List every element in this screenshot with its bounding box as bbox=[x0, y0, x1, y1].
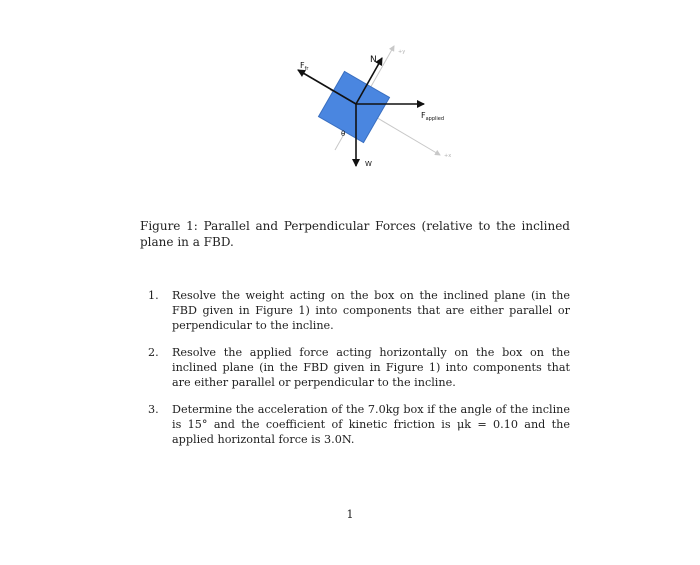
question-text: Resolve the applied force acting horizontally on the box on the inclined plane (in the FBD given in Figure 1) into components that are either parallel or perpendicular to the incline. bbox=[172, 346, 570, 389]
plus-x-axis-label: +x bbox=[444, 153, 452, 159]
free-body-diagram bbox=[0, 0, 700, 200]
question-item bbox=[148, 288, 570, 333]
friction-force-label bbox=[300, 61, 309, 72]
question-number: 2. bbox=[148, 346, 159, 359]
question-number: 3. bbox=[148, 403, 159, 416]
question-item bbox=[148, 402, 570, 447]
friction-force-label-main: F bbox=[300, 61, 305, 70]
angle-label: θ bbox=[341, 130, 346, 138]
question-number: 1. bbox=[148, 289, 159, 302]
page-number: 1 bbox=[346, 508, 354, 521]
plus-y-axis-label: +y bbox=[398, 49, 406, 55]
box-block bbox=[318, 71, 389, 142]
applied-force-label-sub: applied bbox=[425, 116, 445, 122]
question-text: Determine the acceleration of the 7.0kg box if the angle of the incline is 15° and the coefficient of kinetic friction is μk = 0.10 and the applied horizontal force is 3.0N. bbox=[172, 403, 570, 446]
weight-label: W bbox=[365, 160, 372, 168]
question-text: Resolve the weight acting on the box on the inclined plane (in the FBD given in Figure 1) into components that are either parallel or perpendicular to the incline. bbox=[172, 289, 570, 332]
applied-force-label-main: F bbox=[421, 111, 426, 120]
question-list bbox=[148, 288, 570, 459]
friction-force-label-sub: fr bbox=[304, 66, 309, 72]
figure-caption: Figure 1: Parallel and Perpendicular Forces (relative to the inclined plane in a FBD. bbox=[140, 219, 570, 249]
applied-force-label bbox=[421, 111, 444, 122]
normal-force-label: N bbox=[370, 55, 377, 65]
question-item bbox=[148, 345, 570, 390]
